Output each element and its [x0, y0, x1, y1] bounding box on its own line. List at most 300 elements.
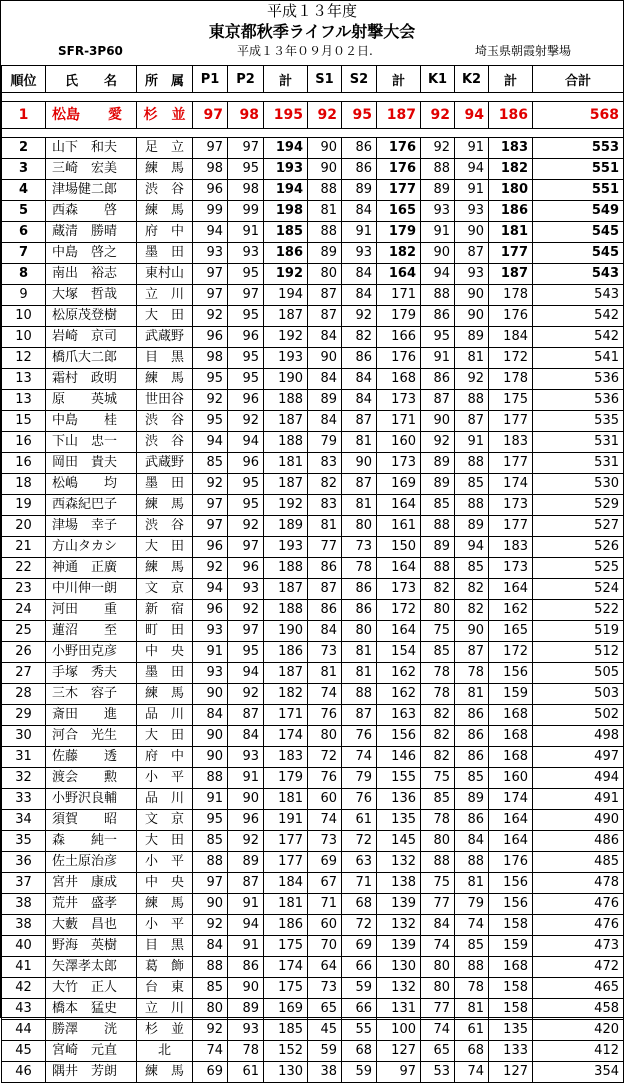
p2-cell: 97 — [228, 138, 264, 159]
club-cell: 大 田 — [137, 831, 193, 852]
name-cell: 霜村 政明 — [46, 369, 137, 390]
k1-cell: 88 — [421, 285, 455, 306]
s2-cell: 84 — [342, 369, 377, 390]
grand-total-cell: 551 — [533, 159, 624, 180]
table-row — [2, 306, 624, 327]
col-s2: S2 — [342, 66, 377, 93]
k2-cell: 81 — [455, 684, 489, 705]
table-row — [2, 264, 624, 285]
club-cell: 渋 谷 — [137, 180, 193, 201]
grand-total-cell: 473 — [533, 936, 624, 957]
grand-total-cell: 490 — [533, 810, 624, 831]
kneeling-total-cell: 178 — [489, 285, 533, 306]
kneeling-total-cell: 159 — [489, 684, 533, 705]
k2-cell: 68 — [455, 1041, 489, 1062]
kneeling-total-cell: 186 — [489, 102, 533, 129]
s2-cell: 76 — [342, 726, 377, 747]
s1-cell: 86 — [308, 600, 342, 621]
rank-cell: 33 — [2, 789, 46, 810]
k2-cell: 74 — [455, 1062, 489, 1083]
standing-total-cell: 166 — [377, 327, 421, 348]
name-cell: 森 純一 — [46, 831, 137, 852]
standing-total-cell: 171 — [377, 285, 421, 306]
kneeling-total-cell: 173 — [489, 558, 533, 579]
s2-cell: 95 — [342, 102, 377, 129]
p1-cell: 92 — [193, 474, 228, 495]
s2-cell: 87 — [342, 705, 377, 726]
p2-cell: 91 — [228, 768, 264, 789]
name-cell: 佐藤 透 — [46, 747, 137, 768]
rank-cell: 35 — [2, 831, 46, 852]
s1-cell: 86 — [308, 558, 342, 579]
kneeling-total-cell: 173 — [489, 495, 533, 516]
rank-cell: 28 — [2, 684, 46, 705]
kneeling-total-cell: 172 — [489, 348, 533, 369]
p2-cell: 95 — [228, 306, 264, 327]
standing-total-cell: 163 — [377, 705, 421, 726]
club-cell: 立 川 — [137, 285, 193, 306]
standing-total-cell: 171 — [377, 411, 421, 432]
club-cell: 武蔵野 — [137, 327, 193, 348]
table-row — [2, 558, 624, 579]
club-cell: 練 馬 — [137, 201, 193, 222]
club-cell: 中 央 — [137, 642, 193, 663]
s2-cell: 80 — [342, 621, 377, 642]
k2-cell: 88 — [455, 495, 489, 516]
prone-total-cell: 188 — [264, 390, 308, 411]
grand-total-cell: 505 — [533, 663, 624, 684]
prone-total-cell: 183 — [264, 747, 308, 768]
col-k2: K2 — [455, 66, 489, 93]
s1-cell: 73 — [308, 642, 342, 663]
p1-cell: 88 — [193, 768, 228, 789]
name-cell: 南出 裕志 — [46, 264, 137, 285]
p2-cell: 92 — [228, 600, 264, 621]
s1-cell: 38 — [308, 1062, 342, 1083]
p1-cell: 96 — [193, 180, 228, 201]
grand-total-cell: 525 — [533, 558, 624, 579]
kneeling-total-cell: 186 — [489, 201, 533, 222]
k2-cell: 81 — [455, 348, 489, 369]
club-cell: 練 馬 — [137, 684, 193, 705]
p2-cell: 86 — [228, 957, 264, 978]
p2-cell: 93 — [228, 243, 264, 264]
table-row — [2, 348, 624, 369]
s1-cell: 90 — [308, 138, 342, 159]
k1-cell: 86 — [421, 369, 455, 390]
k2-cell: 90 — [455, 306, 489, 327]
s2-cell: 66 — [342, 999, 377, 1020]
k1-cell: 88 — [421, 558, 455, 579]
k1-cell: 77 — [421, 894, 455, 915]
name-cell: 宮井 康成 — [46, 873, 137, 894]
standing-total-cell: 177 — [377, 180, 421, 201]
k1-cell: 80 — [421, 978, 455, 999]
grand-total-cell: 549 — [533, 201, 624, 222]
table-row — [2, 768, 624, 789]
k1-cell: 88 — [421, 516, 455, 537]
p2-cell: 89 — [228, 999, 264, 1020]
s1-cell: 79 — [308, 432, 342, 453]
s2-cell: 86 — [342, 600, 377, 621]
kneeling-total-cell: 177 — [489, 411, 533, 432]
standing-total-cell: 179 — [377, 222, 421, 243]
s2-cell: 68 — [342, 894, 377, 915]
k2-cell: 85 — [455, 474, 489, 495]
k1-cell: 87 — [421, 390, 455, 411]
k1-cell: 95 — [421, 327, 455, 348]
s2-cell: 82 — [342, 327, 377, 348]
rank-cell: 25 — [2, 621, 46, 642]
p2-cell: 93 — [228, 747, 264, 768]
s1-cell: 81 — [308, 663, 342, 684]
club-cell: 練 馬 — [137, 894, 193, 915]
k1-cell: 82 — [421, 705, 455, 726]
col-kneeling-total: 計 — [489, 66, 533, 93]
p1-cell: 96 — [193, 537, 228, 558]
name-cell: 蓮沼 至 — [46, 621, 137, 642]
table-row — [2, 915, 624, 936]
name-cell: 大藪 昌也 — [46, 915, 137, 936]
p2-cell: 90 — [228, 789, 264, 810]
k2-cell: 79 — [455, 894, 489, 915]
grand-total-cell: 476 — [533, 894, 624, 915]
prone-total-cell: 191 — [264, 810, 308, 831]
s1-cell: 84 — [308, 411, 342, 432]
table-row — [2, 726, 624, 747]
rank-cell: 27 — [2, 663, 46, 684]
grand-total-cell: 543 — [533, 264, 624, 285]
prone-total-cell: 193 — [264, 159, 308, 180]
p1-cell: 96 — [193, 327, 228, 348]
k1-cell: 78 — [421, 663, 455, 684]
kneeling-total-cell: 168 — [489, 705, 533, 726]
p1-cell: 84 — [193, 705, 228, 726]
prone-total-cell: 187 — [264, 411, 308, 432]
club-cell: 練 馬 — [137, 1062, 193, 1083]
standing-total-cell: 132 — [377, 978, 421, 999]
p2-cell: 96 — [228, 327, 264, 348]
s1-cell: 60 — [308, 915, 342, 936]
table-row — [2, 684, 624, 705]
prone-total-cell: 169 — [264, 999, 308, 1020]
k2-cell: 90 — [455, 285, 489, 306]
k1-cell: 80 — [421, 600, 455, 621]
k2-cell: 94 — [455, 159, 489, 180]
standing-total-cell: 160 — [377, 432, 421, 453]
p1-cell: 85 — [193, 978, 228, 999]
name-cell: 下山 忠一 — [46, 432, 137, 453]
name-cell: 橋爪大二郎 — [46, 348, 137, 369]
club-cell: 渋 谷 — [137, 516, 193, 537]
p2-cell: 97 — [228, 621, 264, 642]
grand-total-cell: 519 — [533, 621, 624, 642]
p2-cell: 92 — [228, 411, 264, 432]
standing-total-cell: 132 — [377, 852, 421, 873]
p2-cell: 94 — [228, 432, 264, 453]
k2-cell: 82 — [455, 579, 489, 600]
p2-cell: 89 — [228, 852, 264, 873]
p1-cell: 92 — [193, 306, 228, 327]
rank-cell: 19 — [2, 495, 46, 516]
p2-cell: 95 — [228, 474, 264, 495]
grand-total-cell: 542 — [533, 327, 624, 348]
s1-cell: 83 — [308, 453, 342, 474]
k2-cell: 88 — [455, 453, 489, 474]
p1-cell: 90 — [193, 747, 228, 768]
rank-cell: 10 — [2, 306, 46, 327]
standing-total-cell: 173 — [377, 390, 421, 411]
kneeling-total-cell: 172 — [489, 642, 533, 663]
k2-cell: 85 — [455, 558, 489, 579]
grand-total-cell: 526 — [533, 537, 624, 558]
grand-total-cell: 412 — [533, 1041, 624, 1062]
name-cell: 野海 英樹 — [46, 936, 137, 957]
prone-total-cell: 188 — [264, 558, 308, 579]
k2-cell: 87 — [455, 243, 489, 264]
prone-total-cell: 193 — [264, 348, 308, 369]
p1-cell: 85 — [193, 453, 228, 474]
prone-total-cell: 152 — [264, 1041, 308, 1062]
table-row — [2, 600, 624, 621]
rank-cell: 16 — [2, 432, 46, 453]
table-row — [2, 789, 624, 810]
standing-total-cell: 172 — [377, 600, 421, 621]
table-row — [2, 873, 624, 894]
k1-cell: 53 — [421, 1062, 455, 1083]
standing-total-cell: 162 — [377, 663, 421, 684]
prone-total-cell: 175 — [264, 936, 308, 957]
table-row — [2, 516, 624, 537]
kneeling-total-cell: 175 — [489, 390, 533, 411]
k2-cell: 78 — [455, 663, 489, 684]
s1-cell: 87 — [308, 579, 342, 600]
standing-total-cell: 176 — [377, 159, 421, 180]
standing-total-cell: 162 — [377, 684, 421, 705]
p2-cell: 78 — [228, 1041, 264, 1062]
rank-cell: 15 — [2, 411, 46, 432]
s2-cell: 76 — [342, 789, 377, 810]
name-cell: 大塚 哲哉 — [46, 285, 137, 306]
prone-total-cell: 190 — [264, 621, 308, 642]
k1-cell: 82 — [421, 747, 455, 768]
name-cell: 荒井 盛孝 — [46, 894, 137, 915]
kneeling-total-cell: 174 — [489, 789, 533, 810]
grand-total-cell: 551 — [533, 180, 624, 201]
name-cell: 三崎 宏美 — [46, 159, 137, 180]
p1-cell: 95 — [193, 411, 228, 432]
standing-total-cell: 164 — [377, 264, 421, 285]
col-prone-total: 計 — [264, 66, 308, 93]
k2-cell: 88 — [455, 390, 489, 411]
table-row — [2, 285, 624, 306]
s2-cell: 90 — [342, 453, 377, 474]
grand-total-cell: 527 — [533, 516, 624, 537]
s2-cell: 81 — [342, 642, 377, 663]
s2-cell: 84 — [342, 264, 377, 285]
prone-total-cell: 174 — [264, 957, 308, 978]
prone-total-cell: 181 — [264, 789, 308, 810]
name-cell: 原 英城 — [46, 390, 137, 411]
k1-cell: 75 — [421, 873, 455, 894]
k1-cell: 80 — [421, 957, 455, 978]
name-cell: 河田 重 — [46, 600, 137, 621]
rank-cell: 2 — [2, 138, 46, 159]
name-cell: 西森紀巴子 — [46, 495, 137, 516]
p1-cell: 95 — [193, 810, 228, 831]
p1-cell: 91 — [193, 642, 228, 663]
club-cell: 台 東 — [137, 978, 193, 999]
k1-cell: 89 — [421, 180, 455, 201]
s1-cell: 84 — [308, 327, 342, 348]
standing-total-cell: 127 — [377, 1041, 421, 1062]
rank-cell: 43 — [2, 999, 46, 1020]
p2-cell: 92 — [228, 516, 264, 537]
grand-total-cell: 553 — [533, 138, 624, 159]
p1-cell: 92 — [193, 1020, 228, 1041]
rank-cell: 16 — [2, 453, 46, 474]
rank-cell: 38 — [2, 894, 46, 915]
p2-cell: 91 — [228, 936, 264, 957]
kneeling-total-cell: 183 — [489, 138, 533, 159]
k2-cell: 82 — [455, 600, 489, 621]
kneeling-total-cell: 168 — [489, 747, 533, 768]
k1-cell: 80 — [421, 831, 455, 852]
p2-cell: 95 — [228, 495, 264, 516]
table-row — [2, 957, 624, 978]
prone-total-cell: 181 — [264, 453, 308, 474]
name-cell: 斎田 進 — [46, 705, 137, 726]
kneeling-total-cell: 177 — [489, 516, 533, 537]
s2-cell: 80 — [342, 516, 377, 537]
name-cell: 西森 啓 — [46, 201, 137, 222]
s1-cell: 87 — [308, 306, 342, 327]
club-cell: 杉 並 — [137, 102, 193, 129]
p2-cell: 93 — [228, 1020, 264, 1041]
grand-total-cell: 458 — [533, 999, 624, 1020]
col-p1: P1 — [193, 66, 228, 93]
p1-cell: 98 — [193, 348, 228, 369]
table-row — [2, 579, 624, 600]
k1-cell: 84 — [421, 915, 455, 936]
k2-cell: 85 — [455, 768, 489, 789]
standing-total-cell: 138 — [377, 873, 421, 894]
s2-cell: 78 — [342, 558, 377, 579]
name-cell: 須賀 昭 — [46, 810, 137, 831]
s2-cell: 61 — [342, 810, 377, 831]
prone-total-cell: 175 — [264, 978, 308, 999]
s1-cell: 88 — [308, 222, 342, 243]
k1-cell: 74 — [421, 1020, 455, 1041]
event-code: SFR-3P60 — [58, 44, 123, 58]
club-cell: 練 馬 — [137, 495, 193, 516]
p1-cell: 85 — [193, 831, 228, 852]
club-cell: 練 馬 — [137, 558, 193, 579]
club-cell: 府 中 — [137, 222, 193, 243]
k1-cell: 74 — [421, 936, 455, 957]
rank-cell: 31 — [2, 747, 46, 768]
p2-cell: 90 — [228, 978, 264, 999]
name-cell: 矢澤孝太郎 — [46, 957, 137, 978]
rank-cell: 23 — [2, 579, 46, 600]
grand-total-cell: 531 — [533, 432, 624, 453]
p2-cell: 91 — [228, 222, 264, 243]
k2-cell: 91 — [455, 138, 489, 159]
club-cell: 葛 飾 — [137, 957, 193, 978]
kneeling-total-cell: 180 — [489, 180, 533, 201]
s2-cell: 91 — [342, 222, 377, 243]
prone-total-cell: 192 — [264, 264, 308, 285]
prone-total-cell: 186 — [264, 915, 308, 936]
name-cell: 中島 桂 — [46, 411, 137, 432]
kneeling-total-cell: 164 — [489, 579, 533, 600]
rank-cell: 10 — [2, 327, 46, 348]
grand-total-cell: 512 — [533, 642, 624, 663]
name-cell: 手塚 秀夫 — [46, 663, 137, 684]
k1-cell: 93 — [421, 201, 455, 222]
standing-total-cell: 164 — [377, 621, 421, 642]
results-table — [1, 65, 624, 1083]
s1-cell: 77 — [308, 537, 342, 558]
rank-cell: 5 — [2, 201, 46, 222]
kneeling-total-cell: 162 — [489, 600, 533, 621]
s1-cell: 69 — [308, 852, 342, 873]
s1-cell: 90 — [308, 348, 342, 369]
rank-cell: 24 — [2, 600, 46, 621]
grand-total-cell: 420 — [533, 1020, 624, 1041]
prone-total-cell: 195 — [264, 102, 308, 129]
k2-cell: 91 — [455, 180, 489, 201]
k2-cell: 91 — [455, 432, 489, 453]
s2-cell: 86 — [342, 159, 377, 180]
prone-total-cell: 188 — [264, 432, 308, 453]
s2-cell: 63 — [342, 852, 377, 873]
club-cell: 墨 田 — [137, 474, 193, 495]
k2-cell: 90 — [455, 621, 489, 642]
k2-cell: 81 — [455, 999, 489, 1020]
name-cell: 佐土原治彦 — [46, 852, 137, 873]
table-row — [2, 495, 624, 516]
table-row — [2, 159, 624, 180]
k2-cell: 89 — [455, 516, 489, 537]
s1-cell: 90 — [308, 159, 342, 180]
club-cell: 大 田 — [137, 726, 193, 747]
k2-cell: 86 — [455, 705, 489, 726]
kneeling-total-cell: 184 — [489, 327, 533, 348]
name-cell: 橋本 猛史 — [46, 999, 137, 1020]
spacer-row — [2, 93, 624, 102]
s1-cell: 45 — [308, 1020, 342, 1041]
grand-total-cell: 465 — [533, 978, 624, 999]
table-row — [2, 852, 624, 873]
spacer-row — [2, 129, 624, 138]
club-cell: 練 馬 — [137, 369, 193, 390]
s2-cell: 92 — [342, 306, 377, 327]
name-cell: 岩崎 京司 — [46, 327, 137, 348]
standing-total-cell: 154 — [377, 642, 421, 663]
rank-cell: 38 — [2, 915, 46, 936]
grand-total-cell: 503 — [533, 684, 624, 705]
standing-total-cell: 164 — [377, 495, 421, 516]
name-cell: 小野田克彦 — [46, 642, 137, 663]
s1-cell: 89 — [308, 243, 342, 264]
standing-total-cell: 139 — [377, 894, 421, 915]
p1-cell: 97 — [193, 264, 228, 285]
s2-cell: 86 — [342, 348, 377, 369]
s1-cell: 87 — [308, 285, 342, 306]
standing-total-cell: 169 — [377, 474, 421, 495]
p2-cell: 98 — [228, 102, 264, 129]
